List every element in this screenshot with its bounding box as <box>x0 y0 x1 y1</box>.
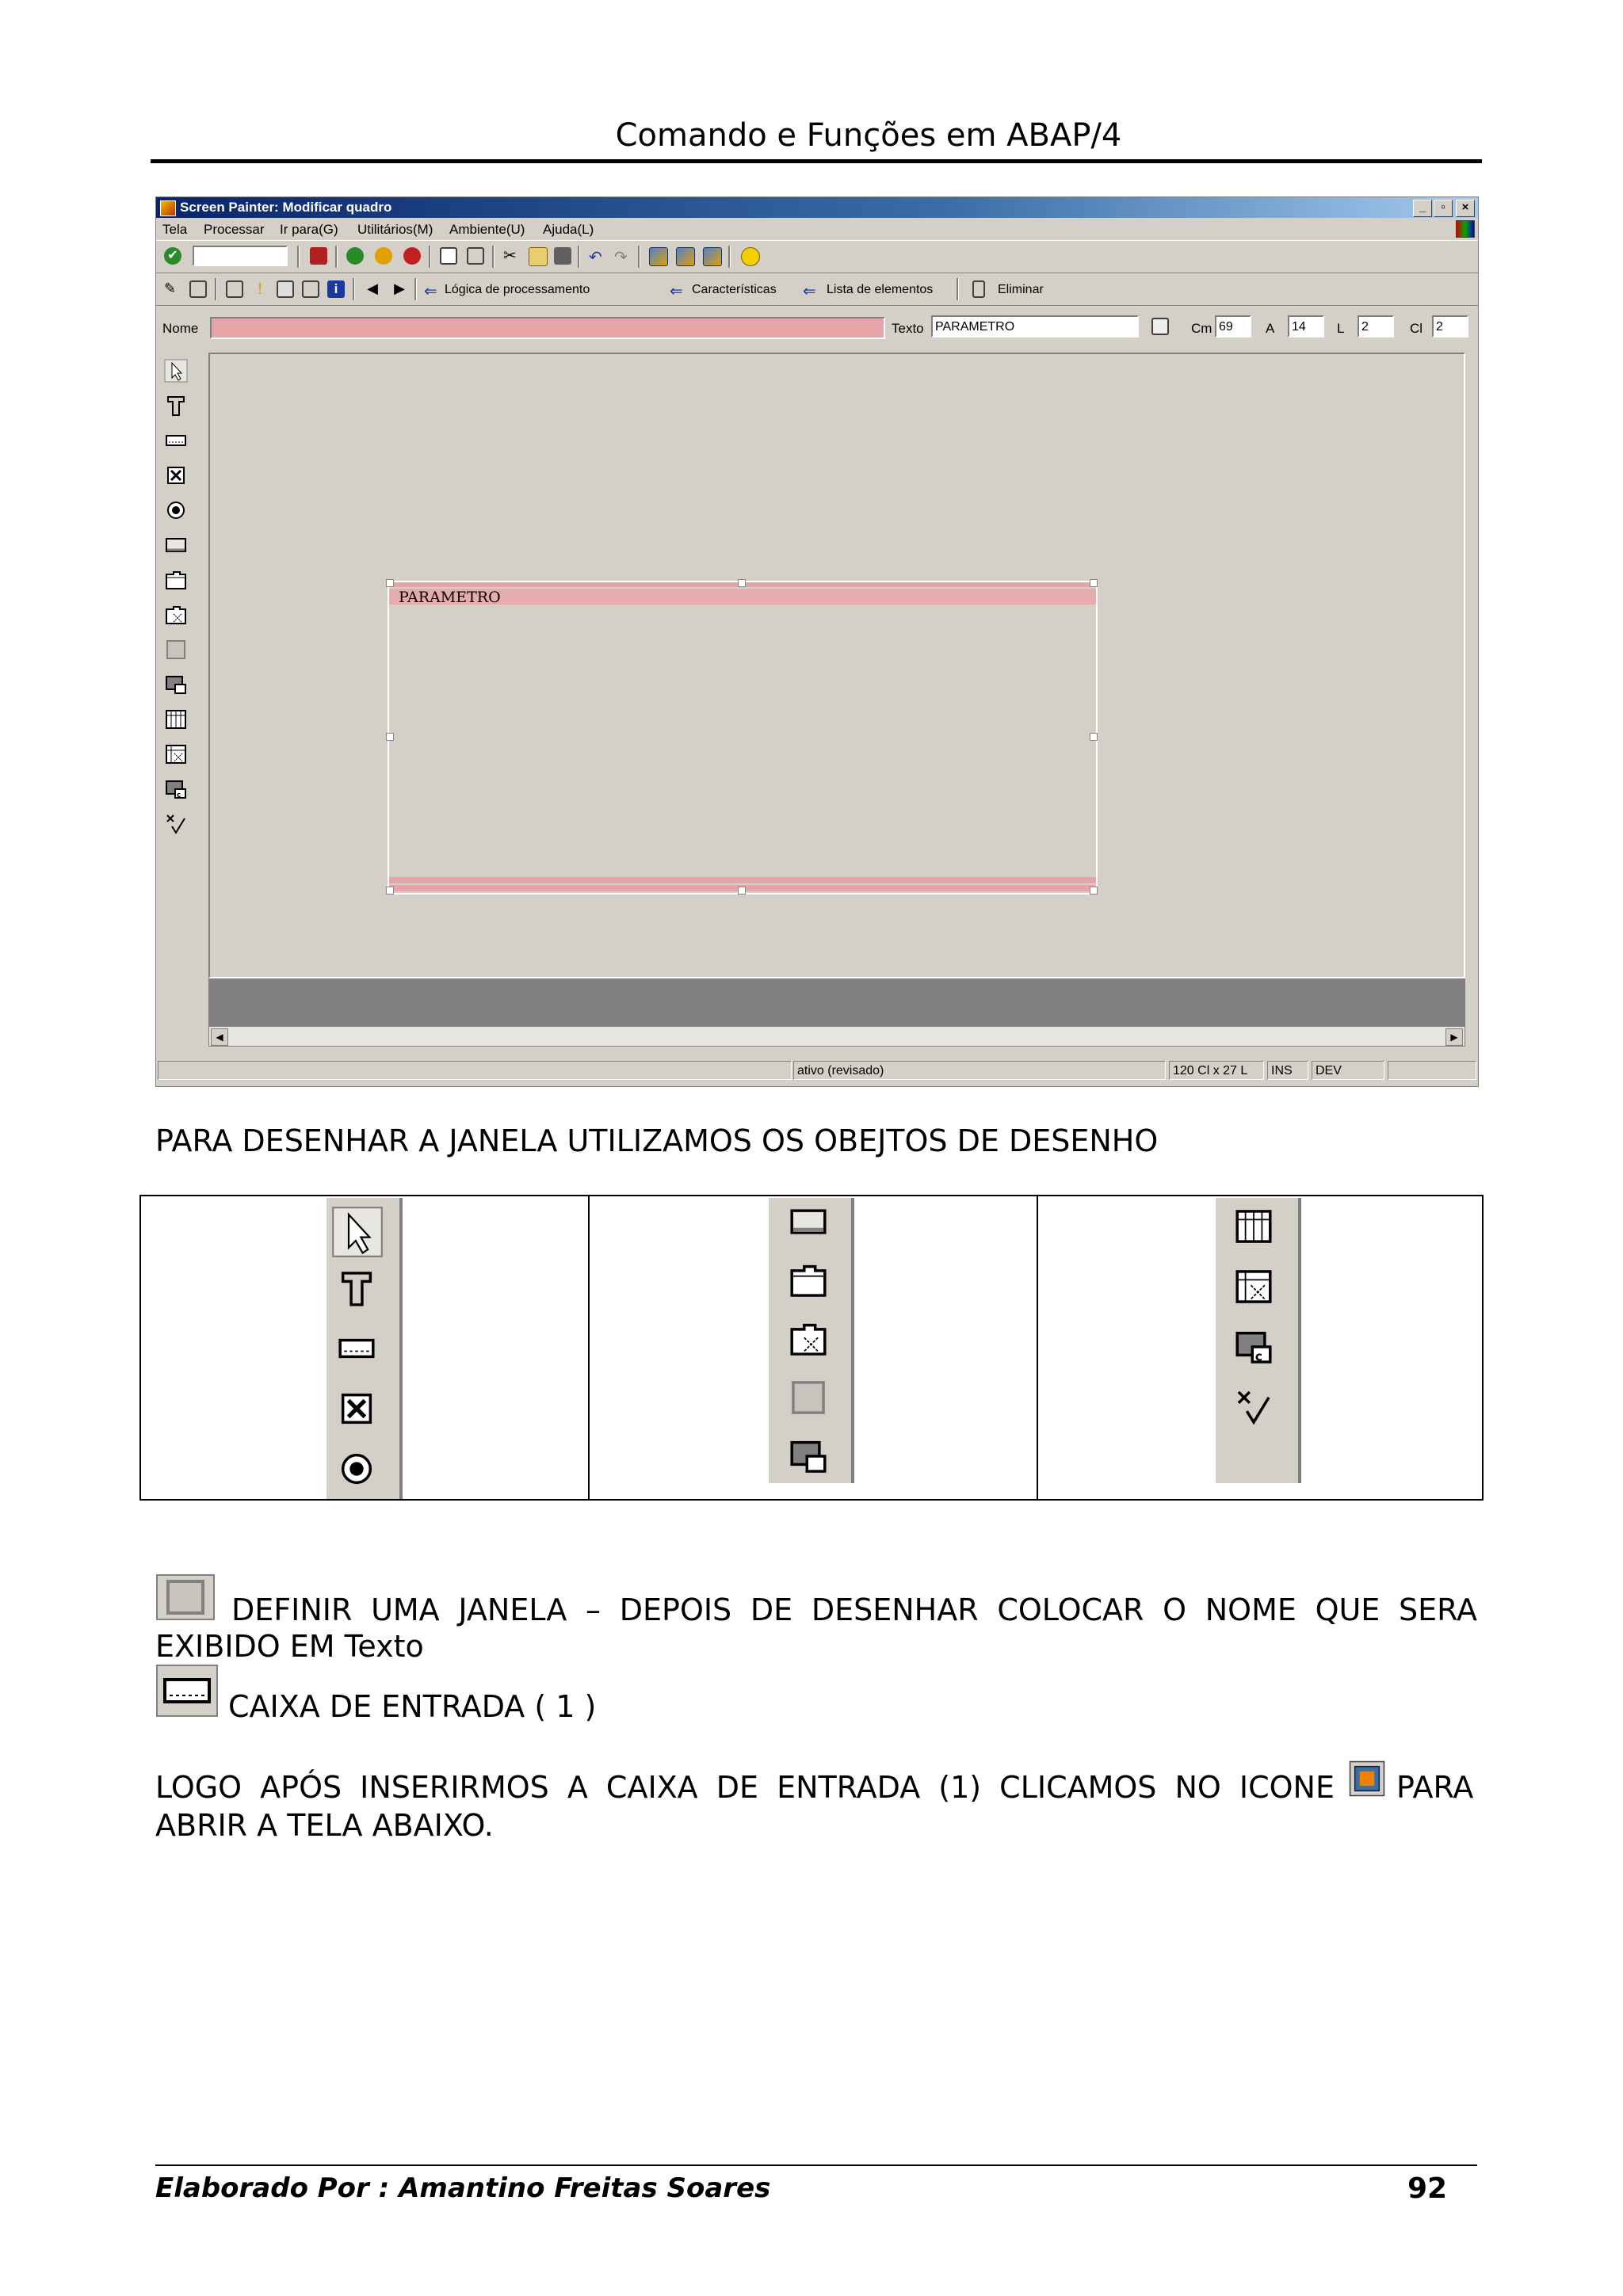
redo-icon[interactable]: ↷ <box>614 249 628 266</box>
toolbar-separator <box>578 246 580 268</box>
command-field[interactable] <box>193 246 288 266</box>
resize-handle[interactable] <box>1090 887 1098 894</box>
table-wizard-icon[interactable] <box>164 742 188 766</box>
save-icon[interactable] <box>310 247 327 265</box>
box-icon[interactable] <box>164 638 188 662</box>
palette-strip-3 <box>1216 1198 1301 1483</box>
minimize-button[interactable]: _ <box>1413 200 1432 217</box>
arrow-left-icon: ⇐ <box>424 283 437 300</box>
page-number: 92 <box>1407 2172 1448 2205</box>
window-title: Screen Painter: Modificar quadro <box>180 200 392 215</box>
table-divider <box>588 1196 590 1499</box>
after-insert-line1: LOGO APÓS INSERIRMOS A CAIXA DE ENTRADA (1) CLICAMOS NO ICONE <box>155 1770 1335 1805</box>
resize-handle[interactable] <box>386 733 394 741</box>
status-bar <box>156 1058 1478 1081</box>
enter-check-icon[interactable]: ✔ <box>164 247 181 265</box>
dictionary-icon[interactable] <box>1151 318 1169 335</box>
delete-button[interactable]: Eliminar <box>998 283 1044 296</box>
layout-display-icon[interactable] <box>277 280 294 298</box>
checkbox-icon[interactable] <box>164 463 188 487</box>
menu-bar <box>156 218 1478 240</box>
radio-button-icon <box>336 1448 377 1489</box>
cm-label: Cm <box>1191 321 1212 336</box>
menu-ambiente[interactable]: Ambiente(U) <box>449 222 525 237</box>
table-control-icon[interactable] <box>164 707 188 731</box>
element-list-button[interactable]: Lista de elementos <box>827 283 934 296</box>
screen-painter-window <box>155 196 1479 1087</box>
footer-rule <box>155 2164 1477 2166</box>
layout-editor-icon <box>1349 1760 1385 1797</box>
page-header-title: Comando e Funções em ABAP/4 <box>615 117 1122 154</box>
status-message <box>158 1061 792 1080</box>
input-field-icon <box>336 1328 377 1369</box>
frame-bottom-bar <box>389 877 1096 883</box>
resize-handle[interactable] <box>386 579 394 587</box>
layout-icon-1[interactable] <box>649 247 668 266</box>
a-label: A <box>1266 321 1275 336</box>
intro-text: PARA DESENHAR A JANELA UTILIZAMOS OS OBEJTOS DE DESENHO <box>155 1123 1159 1158</box>
toolbar-separator <box>429 246 431 268</box>
pointer-icon[interactable] <box>164 359 188 383</box>
layout-icon-3[interactable] <box>703 247 722 266</box>
toolbar-separator <box>414 278 417 300</box>
cut-icon[interactable]: ✂ <box>503 247 517 265</box>
table-wizard-icon <box>1233 1266 1274 1307</box>
cl-field[interactable]: 2 <box>1432 315 1468 338</box>
input-field-icon <box>155 1664 219 1718</box>
tabstrip-icon[interactable] <box>164 568 188 592</box>
tabstrip-wizard-icon[interactable] <box>164 603 188 627</box>
trash-icon <box>972 280 985 298</box>
characteristics-button[interactable]: Características <box>692 283 777 296</box>
arrow-left-icon: ⇐ <box>803 283 816 300</box>
toolbar-separator <box>492 246 495 268</box>
status-ins: INS <box>1267 1061 1308 1080</box>
menu-ajuda[interactable]: Ajuda(L) <box>543 222 594 237</box>
table-control-icon <box>1233 1206 1274 1247</box>
pushbutton-icon <box>788 1201 829 1242</box>
scroll-right-icon[interactable]: ▶ <box>1445 1028 1463 1046</box>
name-field[interactable] <box>210 317 885 339</box>
drawing-objects-table <box>139 1195 1484 1501</box>
text-field-icon[interactable] <box>164 394 188 418</box>
layout-menu-icon[interactable] <box>1456 220 1475 238</box>
copy-icon[interactable] <box>529 247 548 266</box>
toolbar-separator <box>638 246 640 268</box>
palette-strip-2 <box>769 1198 854 1483</box>
active-inactive-icon[interactable]: ! <box>258 280 262 298</box>
table-divider <box>1037 1196 1038 1499</box>
info-icon[interactable]: i <box>327 280 345 298</box>
cl-label: Cl <box>1410 321 1423 336</box>
svg-text:c: c <box>1254 1349 1262 1364</box>
status-icon-tool <box>1233 1386 1274 1428</box>
resize-handle[interactable] <box>738 887 746 894</box>
toolbar-separator <box>215 278 217 300</box>
display-change-icon[interactable] <box>189 280 207 298</box>
custom-control-icon <box>1233 1326 1274 1367</box>
attribute-row <box>156 308 1478 348</box>
print-icon[interactable] <box>440 247 457 265</box>
pushbutton-icon[interactable] <box>164 533 188 557</box>
find-icon[interactable] <box>467 247 484 265</box>
menu-ir-para[interactable]: Ir para(G) <box>280 222 338 237</box>
after-insert-line2: ABRIR A TELA ABAIXO. <box>155 1808 494 1843</box>
header-rule <box>151 159 1482 163</box>
tabstrip-wizard-icon <box>788 1318 829 1360</box>
resize-handle[interactable] <box>1090 733 1098 741</box>
activate-icon[interactable] <box>226 280 243 298</box>
close-button[interactable]: × <box>1456 200 1475 217</box>
after-insert-line1-end: PARA <box>1396 1770 1474 1805</box>
input-field-icon[interactable] <box>164 429 188 452</box>
subscreen-icon[interactable] <box>164 673 188 696</box>
back-icon[interactable] <box>346 247 364 265</box>
horizontal-scrollbar[interactable] <box>208 1026 1465 1047</box>
resize-handle[interactable] <box>738 579 746 587</box>
toolbar-separator <box>353 278 355 300</box>
element-palette <box>159 353 194 1026</box>
input-box-text: CAIXA DE ENTRADA ( 1 ) <box>228 1689 597 1724</box>
subscreen-icon <box>788 1436 829 1477</box>
logic-button[interactable]: Lógica de processamento <box>445 283 590 296</box>
l-field[interactable]: 2 <box>1358 315 1394 338</box>
app-icon <box>160 200 176 216</box>
checkbox-icon <box>336 1388 377 1429</box>
status-extra <box>1388 1061 1476 1080</box>
cancel-icon[interactable] <box>403 247 421 265</box>
define-window-line2: EXIBIDO EM Texto <box>155 1629 424 1664</box>
toolbar-separator <box>957 278 959 300</box>
palette-strip-1 <box>327 1198 403 1499</box>
name-label: Nome <box>162 321 199 336</box>
scroll-left-icon[interactable]: ◀ <box>211 1028 228 1046</box>
other-object-icon[interactable]: ✎ <box>164 280 177 296</box>
resize-handle[interactable] <box>1090 579 1098 587</box>
status-mode: ativo (revisado) <box>793 1061 1166 1080</box>
exit-icon[interactable] <box>375 247 392 265</box>
custom-control-icon[interactable] <box>164 777 188 801</box>
text-field[interactable]: PARAMETRO <box>931 315 1139 338</box>
status-system: DEV <box>1312 1061 1384 1080</box>
tabstrip-icon <box>788 1260 829 1301</box>
define-window-line1: DEFINIR UMA JANELA – DEPOIS DE DESENHAR COLOCAR O NOME QUE SERA <box>231 1592 1477 1627</box>
undo-icon[interactable]: ↶ <box>589 249 602 266</box>
application-toolbar <box>156 273 1478 306</box>
restore-button[interactable]: ▫ <box>1434 200 1453 217</box>
menu-utilitarios[interactable]: Utilitários(M) <box>357 222 433 237</box>
next-icon[interactable]: ▶ <box>394 280 405 296</box>
toolbar-separator <box>297 246 300 268</box>
drawn-frame[interactable] <box>388 581 1098 894</box>
status-icon-tool[interactable] <box>164 812 188 836</box>
menu-tela[interactable]: Tela <box>162 222 188 237</box>
radio-button-icon[interactable] <box>164 498 188 522</box>
a-field[interactable]: 14 <box>1288 315 1324 338</box>
element-list-icon[interactable] <box>302 280 319 298</box>
resize-handle[interactable] <box>386 887 394 894</box>
standard-toolbar <box>156 240 1478 273</box>
l-label: L <box>1337 321 1345 336</box>
arrow-left-icon: ⇐ <box>670 283 683 300</box>
previous-icon[interactable]: ◀ <box>367 280 378 296</box>
pointer-icon <box>331 1206 384 1258</box>
paste-icon[interactable] <box>554 247 571 265</box>
text-field-icon <box>336 1268 377 1309</box>
toolbar-separator <box>728 246 731 268</box>
frame-title: PARAMETRO <box>399 589 501 606</box>
box-icon <box>788 1377 829 1418</box>
cm-field[interactable]: 69 <box>1215 315 1251 338</box>
svg-text:c: c <box>177 791 181 799</box>
window-titlebar <box>156 197 1478 218</box>
toolbar-separator <box>335 246 338 268</box>
text-label: Texto <box>892 321 924 336</box>
box-icon <box>155 1573 216 1621</box>
canvas-bottom-area <box>208 978 1465 1026</box>
status-size: 120 Cl x 27 L <box>1169 1061 1264 1080</box>
footer-author: Elaborado Por : Amantino Freitas Soares <box>155 2172 771 2204</box>
menu-processar[interactable]: Processar <box>204 222 265 237</box>
layout-icon-2[interactable] <box>676 247 695 266</box>
help-icon[interactable] <box>741 247 760 266</box>
